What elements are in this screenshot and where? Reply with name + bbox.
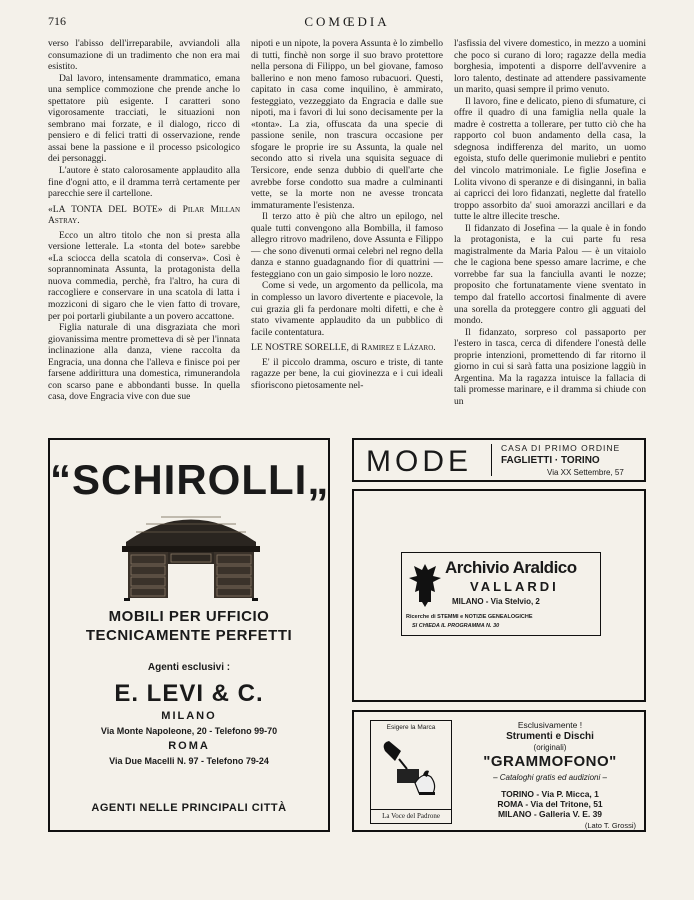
araldico-title: Archivio Araldico	[445, 558, 577, 577]
his-masters-voice-logo	[370, 720, 452, 824]
address-roma: ROMA - Via del Tritone, 51	[497, 799, 603, 809]
company-name: E. LEVI & C.	[114, 680, 264, 707]
paragraph: E' il piccolo dramma, oscuro e triste, di tante ragazze per bene, la cui giovinezza e i cui ideali sfioriscono pietosamente nel-	[251, 356, 443, 391]
grammofono-brand: "GRAMMOFONO"	[483, 753, 617, 770]
araldico-advertisement	[352, 489, 646, 702]
address-milano: MILANO - Galleria V. E. 39	[497, 809, 603, 819]
paragraph: Il lavoro, fine e delicato, pieno di sfumature, ci offre il quadro di una famiglia nella quale la madre è costretta a tollerare, per tutto ciò che ha rapporto col buon andamento della casa, la sdegnosa indifferenza del marito, un uomo egoista, stufo delle querimonie muliebri e pentito del vincolo matrimoniale. Le figlie Josefina e Lolita vivono di speranze e di disinganni, in balìa ai capricci dei loro fidanzati, neglette dal fratello troppo assorbito da' suoi amorazzi ancillari e da tutte le altre illecite tresche.	[454, 95, 646, 223]
text-column-2	[251, 38, 443, 391]
paragraph: Ecco un altro titolo che non si presta alla versione letterale. La «tonta del bote» sarebbe «La sciocca della scatola di conserva». Così è soprannominata Assunta, la protagonista della nuova commedia, perchè, fra l'altro, ha cura di raccogliere e conservare in una scatola di latta i mozziconi di sigaro che le vien fatto di trovare, per poi portarli giubilante a un povero accattone.	[48, 229, 240, 322]
paragraph: Il terzo atto è più che altro un epilogo, nel quale tutti convengono alla Bombilla, il famoso allegro ritrovo madrileno, dove Assunta e Filippo — che sono divenuti ormai celebri nel regno della danza e stanno guadagnando fior di quattrini — festeggiano con un gaio simposio le loro nozze.	[251, 211, 443, 280]
mode-word: MODE	[366, 445, 472, 478]
agents-label: Agenti esclusivi :	[147, 662, 231, 673]
paragraph: Il fidanzato di Josefina — la quale è in fondo la protagonista, e la cui parte fu resa magistralmente da Maria Palou — è un vitaiolo che le cagiona bene spesso amare lacrime, e che vorrebbe far sua la fanciulla avanti le nozze; proposito che fortunatamente viene sventato in tempo dal fratello accortosi finalmente di avere una sorella da proteggere contro gli agguati del mondo.	[454, 222, 646, 327]
paragraph: nipoti e un nipote, la povera Assunta è lo zimbello di tutti, finchè non sorge il suo bravo protettore nella persona di Filippo, un bel giovane, famoso ballerino e non meno famoso rubacuori. Questi, capitato in casa come inquilino, è ammirato, festeggiato, vezzeggiato da Engracia e dalle sue nipoti, ma i favori di lui sono decisamente per la «tonta». La zia, offuscata da una specie di passione senile, non trascura occasione per sfogare le proprie ire su Assunta, la quale nel secondo atto si rivela una squisita seguace di Tersicore, ende senza dubbio di quell'arte che avrebbe forse condotto sua madre a culminanti vette, se la morte non ne avesse troncata immaturamente l'esistenza.	[251, 38, 443, 211]
araldico-services: Ricerche di STEMMI e NOTIZIE GENEALOGICHE	[406, 614, 533, 620]
heraldic-eagle-icon	[408, 562, 442, 608]
city-roma: ROMA	[168, 740, 210, 752]
tagline-1: MOBILI PER UFFICIO	[108, 608, 270, 625]
page-number: 716	[48, 14, 66, 28]
products-label: Strumenti e Dischi	[506, 731, 594, 742]
mode-name: FAGLIETTI · TORINO	[501, 455, 600, 466]
paragraph: Come si vede, un argomento da pellicola, ma in complesso un lavoro divertente e piacevole, la cui grazia gli fa perdonare molti difetti, e che è stato vivamente applaudito da un pubblico di facile contentatura.	[251, 280, 443, 338]
dog-gramophone-icon	[379, 737, 443, 799]
address-note: (Lato T. Grossi)	[584, 821, 636, 830]
araldico-program: SI CHIEDA IL PROGRAMMA N. 30	[412, 623, 500, 629]
paragraph: Figlia naturale di una disgraziata che morì giovanissima mentre prometteva di sè per l'innata inclinazione alla danza, viene raccolta da Engracia, una donna che l'alleva e finisce poi per farsene addirittura una domestica, rimunerandola con scarso pane e abbondanti busse. In quella casa, dove Engracia vive con due sue	[48, 322, 240, 403]
araldico-address: MILANO - Via Stelvio, 2	[452, 597, 540, 606]
address-milano: Via Monte Napoleone, 20 - Telefono 99-70	[100, 726, 278, 736]
schirolli-advertisement	[48, 438, 330, 832]
play-title: LE NOSTRE SORELLE,	[251, 342, 349, 354]
paragraph: l'asfissia del vivere domestico, in mezzo a uomini che poco si curano di loro; ragazze della media borghesia, impotenti a disporre dell'avvenire a loro talento, destinate ad attendere passivamente un marito, quasi sempre il primo venuto.	[454, 38, 646, 96]
play-author: Ramirez e Lázaro.	[361, 342, 436, 354]
address-torino: TORINO - Via P. Micca, 1	[501, 789, 599, 799]
desk-illustration	[116, 502, 266, 602]
mode-address: Via XX Settembre, 57	[547, 468, 624, 477]
mode-advertisement	[352, 438, 646, 482]
paragraph: L'autore è stato calorosamente applaudito alla fine d'ogni atto, e il dramma terrà certamente per parecchie sere il cartellone.	[48, 165, 240, 200]
play-author: Pilar Millan Astray.	[48, 203, 241, 227]
tagline-2: TECNICAMENTE PERFETTI	[85, 627, 293, 644]
araldico-name: VALLARDI	[470, 579, 559, 594]
agents-footer: AGENTI NELLE PRINCIPALI CITTÀ	[91, 802, 287, 814]
address-roma: Via Due Macelli N. 97 - Telefono 79-24	[109, 756, 269, 766]
review-heading	[48, 204, 240, 227]
exclusive-label: Esclusivamente !	[517, 720, 583, 730]
paragraph: Il fidanzato, sorpreso col passaporto per l'estero in tasca, cerca di difendere l'onestà delle proprie intenzioni, promettendo di far ritorno il giorno in cui si sarà fatta una posizione laggiù in Argentina. Ma la ragazza intuisce la fallacia di tali promesse marinare, e il dramma si chiude con un	[454, 326, 646, 407]
catalog-line: – Cataloghi gratis ed audizioni –	[493, 773, 607, 782]
play-title: «LA TONTA DEL BOTE»	[48, 203, 163, 215]
grammofono-advertisement	[352, 710, 646, 832]
text-column-3	[454, 38, 646, 408]
divider	[491, 444, 492, 476]
paragraph: verso l'abisso dell'irreparabile, avviandoli alla consumazione di un tradimento che non era mai esistito.	[48, 38, 240, 73]
paragraph: Dal lavoro, intensamente drammatico, emana una semplice commozione che prende anche lo spettatore più esigente. I caratteri sono vigorosamente tracciati, le situazioni non sembrano mai forzate, e il dialogo, ricco di pensiero e di felici tratti di osservazione, rende assai bene la passione e il processo psicologico dei personaggi.	[48, 72, 240, 165]
byline-word: di	[351, 342, 359, 354]
byline-word: di	[168, 203, 177, 215]
mode-tagline: CASA DI PRIMO ORDINE	[501, 443, 621, 453]
schirolli-brand: “SCHIROLLI„	[50, 456, 330, 503]
city-milano: MILANO	[161, 710, 217, 722]
araldico-frame	[401, 552, 601, 636]
original-label: (originali)	[533, 743, 567, 752]
page-header	[0, 14, 694, 32]
logo-top-text: Esigere la Marca	[386, 724, 436, 731]
addresses	[458, 789, 642, 819]
review-heading	[251, 342, 443, 354]
text-column-1	[48, 38, 240, 403]
magazine-title: COMŒDIA	[304, 14, 390, 29]
logo-bottom-text: La Voce del Padrone	[371, 809, 451, 820]
